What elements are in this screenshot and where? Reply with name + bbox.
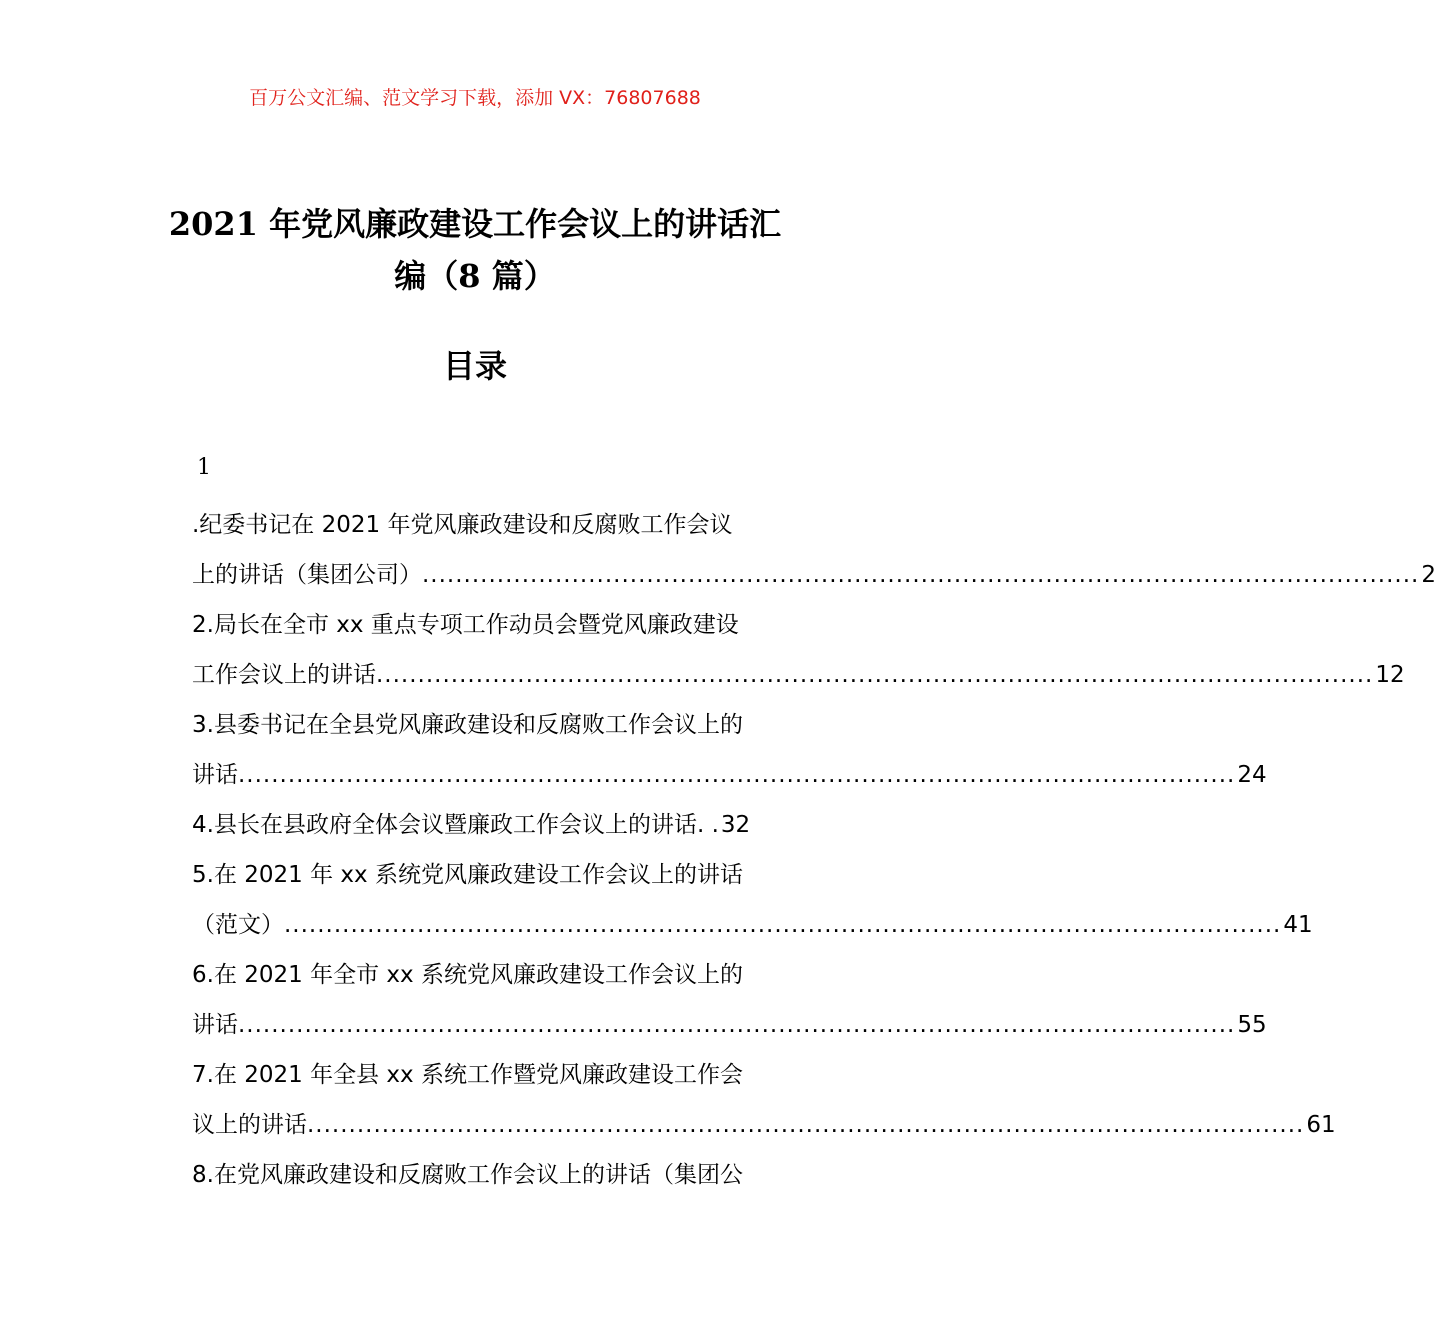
toc-entry-2-line-2[interactable] [192, 650, 1405, 700]
toc-entry-5-line-2[interactable] [192, 900, 1313, 950]
toc-entry-1-line-1[interactable]: .纪委书记在 2021 年党风廉政建设和反腐败工作会议 [192, 512, 733, 538]
toc-entry-4-text: 4.县长在县政府全体会议暨廉政工作会议上的讲话. . [192, 812, 719, 838]
toc-entry-7-text: 议上的讲话 [192, 1112, 307, 1138]
document-title-line-1: 2021 年党风廉政建设工作会议上的讲话汇 [168, 205, 782, 243]
header-banner: 百万公文汇编、范文学习下载，添加 VX：76807688 [249, 87, 701, 109]
dot-leader: ........................................................................................................................ [238, 762, 1236, 788]
toc-entry-2-line-1[interactable]: 2.局长在全市 xx 重点专项工作动员会暨党风廉政建设 [192, 612, 739, 638]
toc-entry-3-text: 讲话 [192, 762, 238, 788]
toc-entry-3-line-2[interactable] [192, 750, 1267, 800]
toc-entry-5-page: 41 [1283, 912, 1313, 938]
toc-entry-1-line-2[interactable] [192, 550, 1436, 600]
toc-entry-5-line-1[interactable]: 5.在 2021 年 xx 系统党风廉政建设工作会议上的讲话 [192, 862, 743, 888]
document-title [140, 198, 810, 302]
toc-entry-2-page: 12 [1375, 662, 1405, 688]
toc-entry-number: 1 [197, 455, 211, 480]
toc-entry-3-line-1[interactable]: 3.县委书记在全县党风廉政建设和反腐败工作会议上的 [192, 712, 743, 738]
toc-entry-8-line-1[interactable]: 8.在党风廉政建设和反腐败工作会议上的讲话（集团公 [192, 1162, 743, 1188]
toc-entry-6-page: 55 [1237, 1012, 1267, 1038]
dot-leader: ........................................................................................................................ [422, 562, 1420, 588]
toc-entry-1-page: 2 [1421, 562, 1436, 588]
toc-entry-6-line-1[interactable]: 6.在 2021 年全市 xx 系统党风廉政建设工作会议上的 [192, 962, 743, 988]
toc-entry-1-text: 上的讲话（集团公司） [192, 562, 422, 588]
toc-entry-6-line-2[interactable] [192, 1000, 1267, 1050]
dot-leader: ........................................................................................................................ [284, 912, 1282, 938]
toc-entry-2-text: 工作会议上的讲话 [192, 662, 376, 688]
toc-entry-4-line-1[interactable] [192, 800, 806, 850]
dot-leader: ........................................................................................................................ [238, 1012, 1236, 1038]
dot-leader: ........................................................................................................................ [376, 662, 1374, 688]
dot-leader: ........................................................................................................................ [307, 1112, 1305, 1138]
toc-entry-7-page: 61 [1306, 1112, 1336, 1138]
toc-entry-7-line-1[interactable]: 7.在 2021 年全县 xx 系统工作暨党风廉政建设工作会 [192, 1062, 743, 1088]
document-title-line-2: 编（8 篇） [394, 257, 556, 295]
toc-heading: 目录 [442, 347, 507, 385]
toc-entry-7-line-2[interactable] [192, 1100, 1336, 1150]
toc-entry-4-page: 32 [720, 812, 751, 838]
toc-entry-3-page: 24 [1237, 762, 1267, 788]
toc-entry-5-text: （范文） [192, 912, 284, 938]
toc-entry-6-text: 讲话 [192, 1012, 238, 1038]
table-of-contents [192, 450, 1436, 1200]
